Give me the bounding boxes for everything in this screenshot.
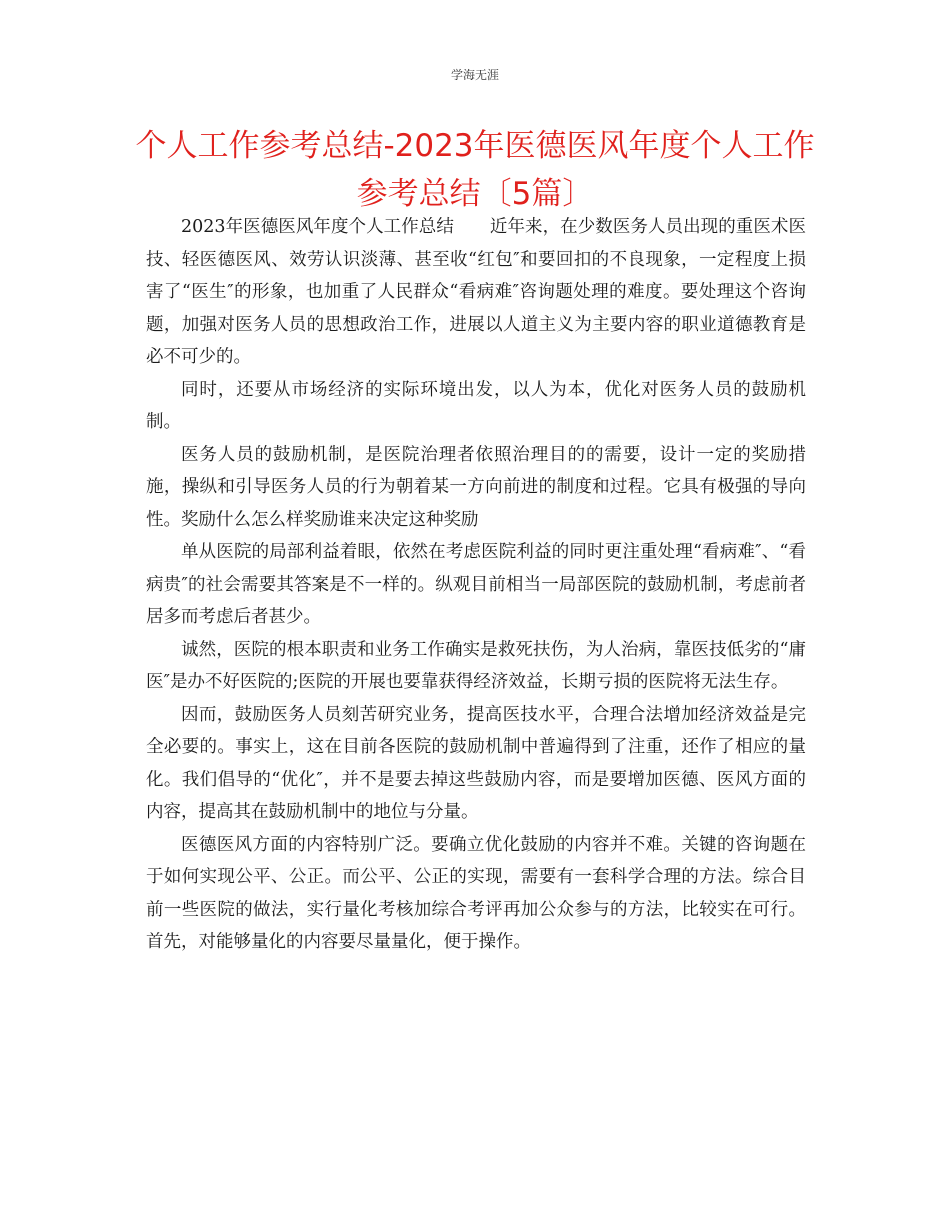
- document-title: 个人工作参考总结-2023年医德医风年度个人工作参考总结〔5篇〕: [135, 128, 815, 212]
- document-body: [146, 211, 806, 959]
- paragraph-3: 医务人员的鼓励机制，是医院治理者依照治理目的的需要，设计一定的奖励措施，操纵和引导医务人员的行为朝着某一方向前进的制度和过程。它具有极强的导向性。奖励什么怎么样奖励谁来决定这种奖励: [146, 444, 806, 530]
- inline-title: 2023年医德医风年度个人工作总结: [181, 217, 454, 237]
- paragraph-2: 同时，还要从市场经济的实际环境出发，以人为本，优化对医务人员的鼓励机制。: [146, 379, 806, 432]
- paragraph-1-text: 近年来，在少数医务人员出现的重医术医技、轻医德医风、效劳认识淡薄、甚至收“红包″和要回扣的不良现象，一定程度上损害了“医生″的形象，也加重了人民群众“看病难″咨询题处理的难度。要处理这个咨询题，加强对医务人员的思想政治工作，进展以人道主义为主要内容的职业道德教育是必不可少的。: [146, 217, 806, 367]
- paragraph-7: 医德医风方面的内容特别广泛。要确立优化鼓励的内容并不难。关键的咨询题在于如何实现公平、公正。而公平、公正的实现，需要有一套科学合理的方法。综合目前一些医院的做法，实行量化考核加综合考评再加公众参与的方法，比较实在可行。首先，对能够量化的内容要尽量量化，便于操作。: [146, 834, 806, 952]
- paragraph-4: 单从医院的局部利益着眼，依然在考虑医院利益的同时更注重处理“看病难″、“看病贵″的社会需要其答案是不一样的。纵观目前相当一局部医院的鼓励机制，考虑前者居多而考虑后者甚少。: [146, 542, 806, 627]
- paragraph-1: [146, 211, 806, 374]
- paragraph-5: 诚然，医院的根本职责和业务工作确实是救死扶伤，为人治病，靠医技低劣的“庸医″是办不好医院的;医院的开展也要靠获得经济效益，长期亏损的医院将无法生存。: [146, 639, 806, 692]
- paragraph-6: 因而，鼓励医务人员刻苦研究业务，提高医技水平，合理合法增加经济效益是完全必要的。事实上，这在目前各医院的鼓励机制中普遍得到了注重，还作了相应的量化。我们倡导的“优化″，并不是要去掉这些鼓励内容，而是要增加医德、医风方面的内容，提高其在鼓励机制中的地位与分量。: [146, 704, 806, 822]
- page-header: 学海无涯: [450, 68, 499, 82]
